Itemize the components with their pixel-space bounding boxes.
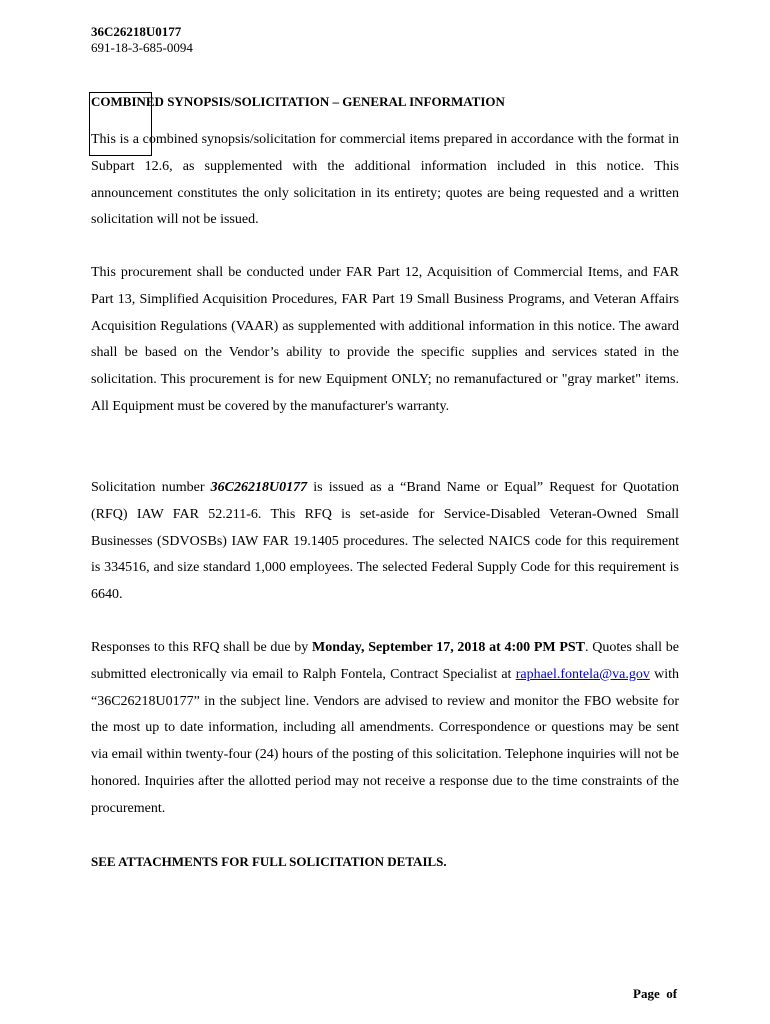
solicitation-number: 36C26218U0177 bbox=[91, 24, 182, 39]
solicitation-number-inline: 36C26218U0177 bbox=[210, 480, 308, 495]
section-heading: COMBINED SYNOPSIS/SOLICITATION – GENERAL INFORMATION bbox=[91, 94, 505, 109]
paragraph-solicitation-rest: is issued as a “Brand Name or Equal” Request for Quotation (RFQ) IAW FAR 52.211-6. This RFQ is set-aside for Service-Disabled Veteran-Owned Small Businesses (SDVOSBs) IAW FAR 19.1405 procedures. The selected NAICS code for this requirement is 334516, and size standard 1,000 employees. The selected Federal Supply Code for this requirement is 6640. bbox=[91, 480, 679, 603]
paragraph-responses-lead: Responses to this RFQ shall be due by bbox=[91, 640, 312, 655]
of-label: of bbox=[666, 986, 678, 1001]
page-footer bbox=[633, 986, 677, 1002]
paragraph-procurement: This procurement shall be conducted under FAR Part 12, Acquisition of Commercial Items, and FAR Part 13, Simplified Acquisition Procedures, FAR Part 19 Small Business Programs, and Veteran Affairs Acquisition Regulations (VAAR) as supplemented with additional information in this notice. The award shall be based on the Vendor’s ability to provide the specific supplies and services stated in the solicitation. This procurement is for new Equipment ONLY; no remanufactured or "gray market" items. All Equipment must be covered by the manufacturer's warranty. bbox=[91, 265, 679, 414]
deadline-text: Monday, September 17, 2018 at 4:00 PM PST bbox=[312, 640, 586, 655]
email-link[interactable]: raphael.fontela@va.gov bbox=[515, 666, 650, 682]
paragraph-intro: This is a combined synopsis/solicitation for commercial items prepared in accordance with the format in Subpart 12.6, as supplemented with the additional information included in this notice. This announcement constitutes the only solicitation in its entirety; quotes are being requested and a written solicitation will not be issued. bbox=[91, 132, 679, 228]
paragraph-responses-mid: . Quotes shall be submitted electronically via email to Ralph Fontela, Contract Specialist at bbox=[91, 640, 679, 682]
paragraph-solicitation bbox=[91, 475, 679, 609]
see-attachments-note: SEE ATTACHMENTS FOR FULL SOLICITATION DETAILS. bbox=[91, 854, 447, 869]
reference-number: 691-18-3-685-0094 bbox=[91, 40, 193, 55]
paragraph-responses bbox=[91, 635, 679, 823]
page-label: Page bbox=[633, 986, 660, 1001]
paragraph-solicitation-lead: Solicitation number bbox=[91, 480, 211, 495]
paragraph-responses-rest: with “36C26218U0177” in the subject line. Vendors are advised to review and monitor the FBO website for the most up to date information, including all amendments. Correspondence or questions may be sent via email within twenty-four (24) hours of the posting of this solicitation. Telephone inquiries will not be honored. Inquiries after the allotted period may not receive a response due to the time constraints of the procurement. bbox=[91, 666, 680, 816]
